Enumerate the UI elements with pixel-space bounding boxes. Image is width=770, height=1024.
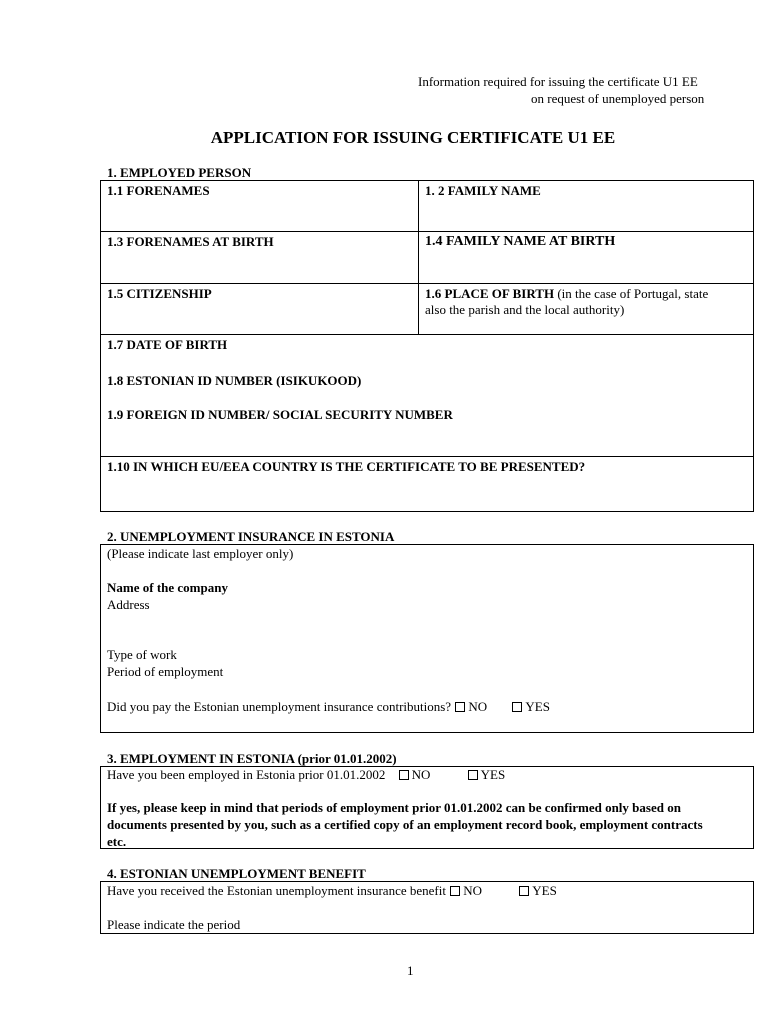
section1-heading: 1. EMPLOYED PERSON bbox=[107, 165, 252, 180]
section3-yes-label: YES bbox=[480, 767, 506, 782]
field-citizenship[interactable]: 1.5 CITIZENSHIP bbox=[107, 286, 212, 301]
field-place-of-birth[interactable] bbox=[425, 286, 708, 302]
header-line-2: on request of unemployed person bbox=[531, 91, 705, 106]
field-family-name-at-birth[interactable]: 1.4 FAMILY NAME AT BIRTH bbox=[425, 234, 616, 249]
section2-question-row bbox=[107, 699, 550, 715]
field-benefit-period[interactable]: Please indicate the period bbox=[107, 917, 241, 932]
header-line-1: Information required for issuing the certificate U1 EE bbox=[418, 74, 698, 89]
field-type-of-work[interactable]: Type of work bbox=[107, 647, 177, 662]
section2-yes-checkbox[interactable] bbox=[512, 702, 522, 712]
section2-no-label: NO bbox=[468, 699, 488, 714]
field-period-of-employment[interactable]: Period of employment bbox=[107, 664, 224, 679]
section1-row-line-1 bbox=[100, 231, 754, 232]
section3-no-checkbox[interactable] bbox=[399, 770, 409, 780]
section4-no-checkbox[interactable] bbox=[450, 886, 460, 896]
section1-row-line-4 bbox=[100, 456, 754, 457]
section2-no-checkbox[interactable] bbox=[455, 702, 465, 712]
field-foreign-id-number[interactable]: 1.9 FOREIGN ID NUMBER/ SOCIAL SECURITY NUMBER bbox=[107, 407, 453, 422]
section4-question-row bbox=[107, 883, 557, 899]
field-company-name[interactable]: Name of the company bbox=[107, 580, 228, 595]
section3-notice-line2: documents presented by you, such as a certified copy of an employment record book, employment contracts bbox=[107, 817, 703, 832]
field-forenames-at-birth[interactable]: 1.3 FORENAMES AT BIRTH bbox=[107, 234, 274, 249]
field-forenames[interactable]: 1.1 FORENAMES bbox=[107, 183, 210, 198]
place-of-birth-note-line2: also the parish and the local authority) bbox=[425, 302, 625, 317]
section3-heading: 3. EMPLOYMENT IN ESTONIA (prior 01.01.2002) bbox=[107, 751, 397, 766]
section1-row-line-2 bbox=[100, 283, 754, 284]
section4-question: Have you received the Estonian unemployment insurance benefit bbox=[107, 883, 446, 898]
field-address[interactable]: Address bbox=[107, 597, 150, 612]
field-date-of-birth[interactable]: 1.7 DATE OF BIRTH bbox=[107, 337, 228, 352]
page-number: 1 bbox=[407, 963, 414, 978]
field-destination-country[interactable]: 1.10 IN WHICH EU/EEA COUNTRY IS THE CERTIFICATE TO BE PRESENTED? bbox=[107, 459, 586, 474]
section3-notice-line1: If yes, please keep in mind that periods of employment prior 01.01.2002 can be confirmed only based on bbox=[107, 800, 681, 815]
section3-notice-line3: etc. bbox=[107, 834, 127, 849]
field-family-name[interactable]: 1. 2 FAMILY NAME bbox=[425, 183, 541, 198]
place-of-birth-note: (in the case of Portugal, state bbox=[554, 286, 709, 301]
section3-question: Have you been employed in Estonia prior 01.01.2002 bbox=[107, 767, 386, 782]
section2-yes-label: YES bbox=[525, 699, 550, 714]
section2-question: Did you pay the Estonian unemployment insurance contributions? bbox=[107, 699, 452, 714]
section4-no-label: NO bbox=[463, 883, 482, 898]
section4-yes-label: YES bbox=[532, 883, 557, 898]
section2-note: (Please indicate last employer only) bbox=[107, 546, 294, 561]
page-title: APPLICATION FOR ISSUING CERTIFICATE U1 EE bbox=[210, 128, 616, 147]
section4-heading: 4. ESTONIAN UNEMPLOYMENT BENEFIT bbox=[107, 866, 366, 881]
section3-yes-checkbox[interactable] bbox=[468, 770, 478, 780]
field-estonian-id-number[interactable]: 1.8 ESTONIAN ID NUMBER (ISIKUKOOD) bbox=[107, 373, 362, 388]
section3-no-label: NO bbox=[411, 767, 431, 782]
section3-question-row bbox=[107, 767, 505, 783]
section1-divider-vertical bbox=[418, 180, 419, 334]
place-of-birth-label: 1.6 PLACE OF BIRTH bbox=[425, 286, 555, 301]
section2-heading: 2. UNEMPLOYMENT INSURANCE IN ESTONIA bbox=[107, 529, 395, 544]
section4-yes-checkbox[interactable] bbox=[519, 886, 529, 896]
section1-row-line-3 bbox=[100, 334, 754, 335]
